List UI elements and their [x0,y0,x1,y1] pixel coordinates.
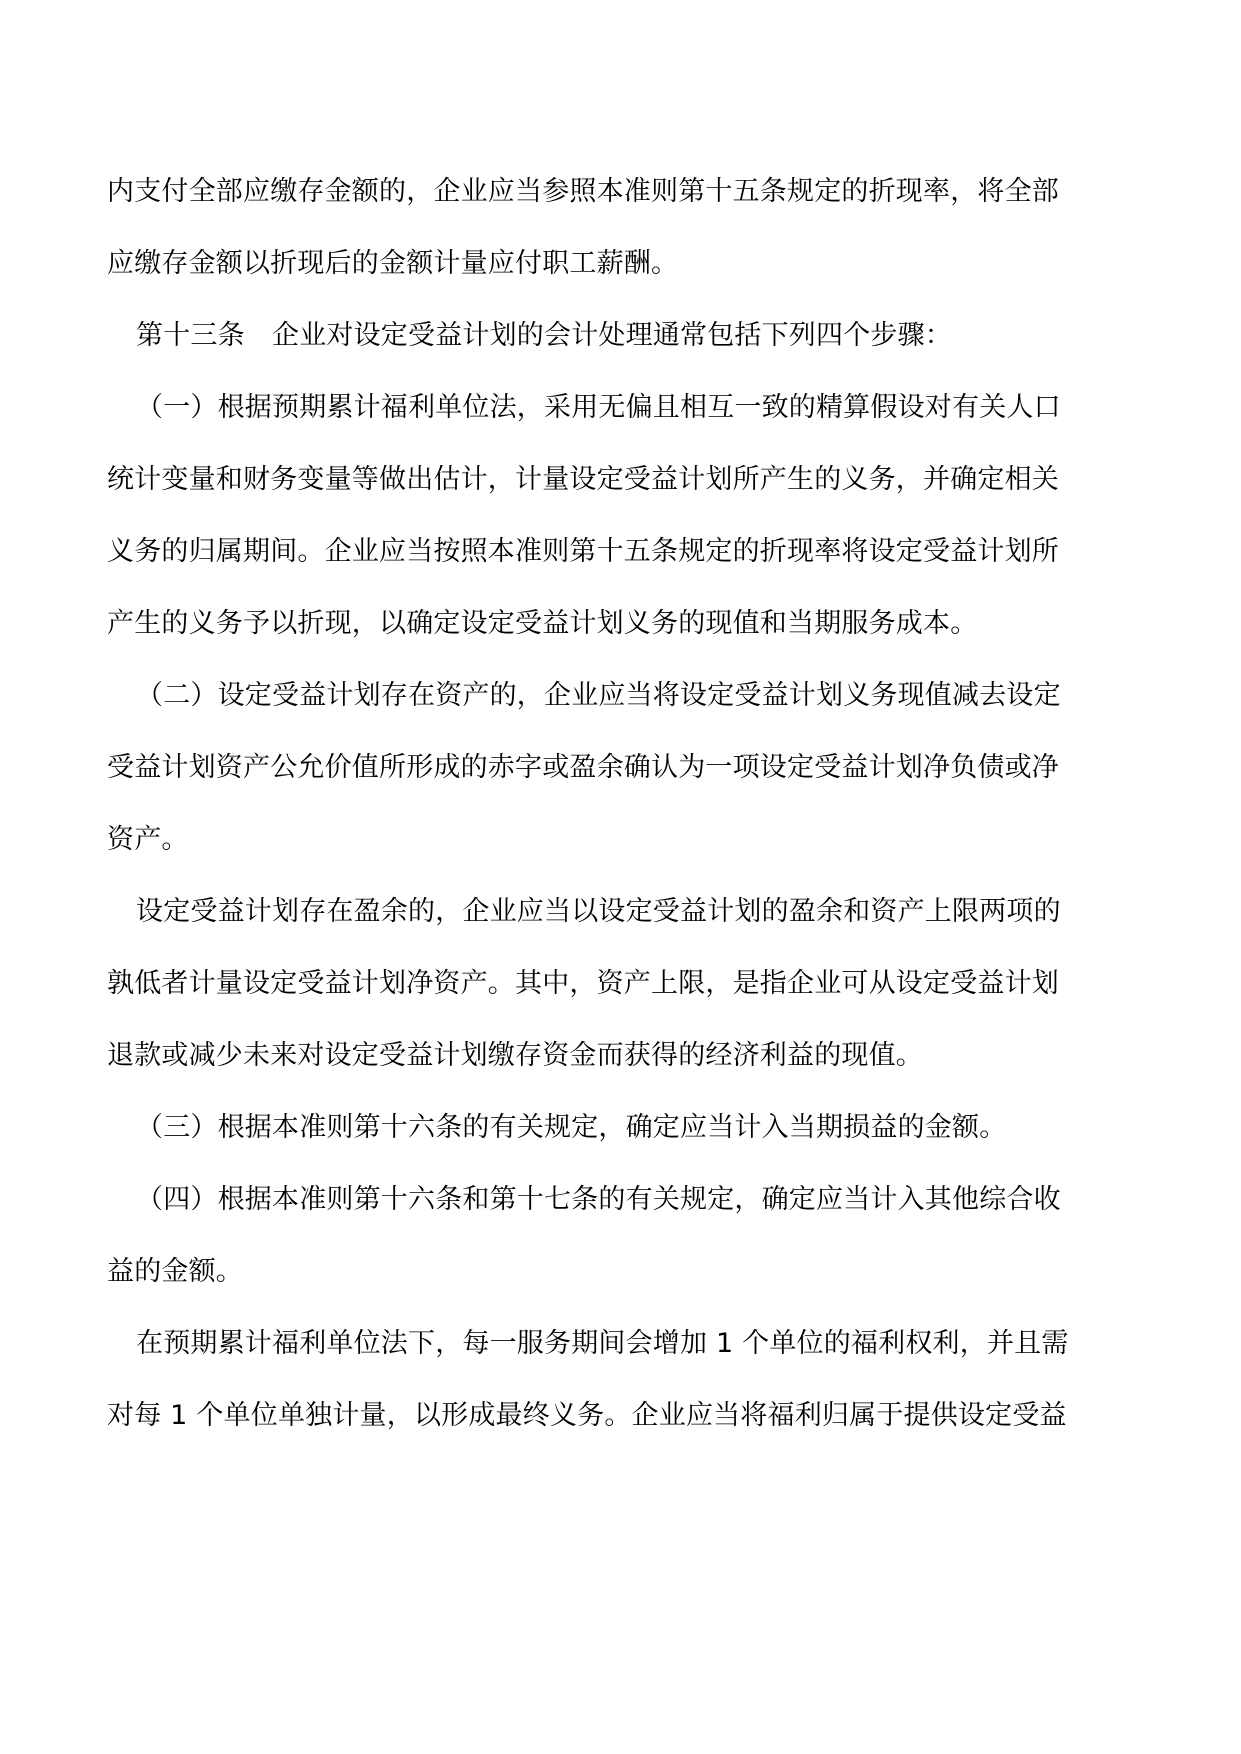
text-line: 在预期累计福利单位法下，每一服务期间会增加 1 个单位的福利权利，并且需 [136,1328,1069,1359]
text-line: 孰低者计量设定受益计划净资产。其中，资产上限，是指企业可从设定受益计划 [107,968,1059,999]
text-line: 应缴存金额以折现后的金额计量应付职工薪酬。 [107,248,679,279]
text-line: 退款或减少未来对设定受益计划缴存资金而获得的经济利益的现值。 [107,1040,923,1071]
text-line: 设定受益计划存在盈余的，企业应当以设定受益计划的盈余和资产上限两项的 [136,896,1061,927]
article-heading: 第十三条 企业对设定受益计划的会计处理通常包括下列四个步骤： [136,320,952,351]
text-line: 资产。 [107,824,189,855]
text-line: （一）根据预期累计福利单位法，采用无偏且相互一致的精算假设对有关人口 [136,392,1061,423]
text-line: （四）根据本准则第十六条和第十七条的有关规定，确定应当计入其他综合收 [136,1184,1061,1215]
text-line: 内支付全部应缴存金额的，企业应当参照本准则第十五条规定的折现率，将全部 [107,176,1059,207]
text-line: 益的金额。 [107,1256,243,1287]
text-line: 受益计划资产公允价值所形成的赤字或盈余确认为一项设定受益计划净负债或净 [107,752,1059,783]
text-line: 统计变量和财务变量等做出估计，计量设定受益计划所产生的义务，并确定相关 [107,464,1059,495]
text-line: （三）根据本准则第十六条的有关规定，确定应当计入当期损益的金额。 [136,1112,1007,1143]
text-line: （二）设定受益计划存在资产的，企业应当将设定受益计划义务现值减去设定 [136,680,1061,711]
text-line: 义务的归属期间。企业应当按照本准则第十五条规定的折现率将设定受益计划所 [107,536,1059,567]
text-line: 产生的义务予以折现，以确定设定受益计划义务的现值和当期服务成本。 [107,608,978,639]
text-line: 对每 1 个单位单独计量，以形成最终义务。企业应当将福利归属于提供设定受益 [107,1400,1067,1431]
